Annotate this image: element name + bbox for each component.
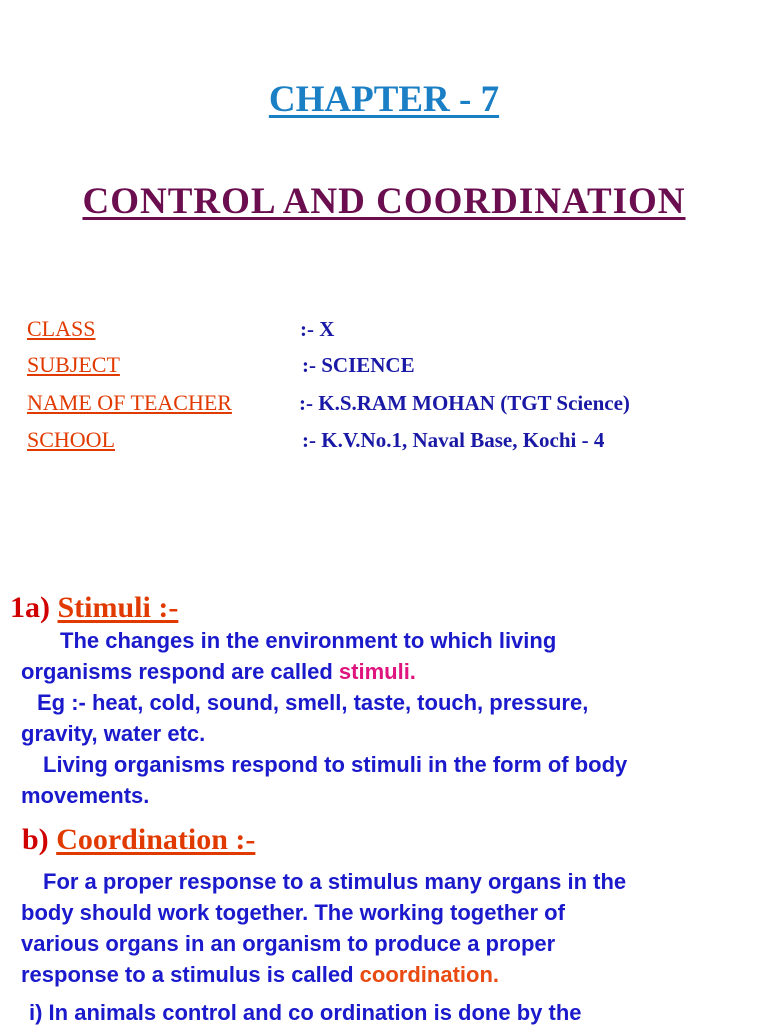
coordination-number: b) [22, 823, 57, 856]
info-label-subject: SUBJECT [27, 352, 120, 377]
stimuli-number: 1a) [10, 591, 58, 624]
stimuli-line-4: gravity, water etc. [21, 721, 206, 746]
stimuli-line-6: movements. [21, 783, 150, 808]
stimuli-line-2 [21, 656, 416, 687]
coordination-line-4-text: response to a stimulus is called [21, 962, 360, 987]
coordination-line-4 [21, 959, 499, 990]
info-value-subject: :- SCIENCE [302, 353, 415, 377]
info-value-teacher: :- K.S.RAM MOHAN (TGT Science) [299, 391, 630, 415]
stimuli-line-2-text: organisms respond are called [21, 659, 339, 684]
coordination-line-2: body should work together. The working together of [21, 900, 565, 925]
stimuli-keyword: stimuli. [338, 659, 416, 684]
stimuli-line-5: Living organisms respond to stimuli in the form of body [43, 752, 628, 777]
info-label-teacher: NAME OF TEACHER [27, 390, 232, 415]
stimuli-line-3: Eg :- heat, cold, sound, smell, taste, touch, pressure, [37, 690, 589, 715]
coordination-keyword: coordination. [359, 962, 499, 987]
coordination-heading-text: Coordination :- [56, 823, 256, 856]
coordination-heading [22, 823, 255, 857]
main-title: CONTROL AND COORDINATION [82, 181, 686, 222]
chapter-title: CHAPTER - 7 [268, 79, 500, 120]
info-value-school: :- K.V.No.1, Naval Base, Kochi - 4 [302, 428, 605, 452]
stimuli-heading-text: Stimuli :- [57, 591, 179, 624]
stimuli-line-1: The changes in the environment to which living [60, 628, 557, 653]
info-label-school: SCHOOL [27, 427, 116, 452]
coordination-line-1: For a proper response to a stimulus many organs in the [43, 869, 627, 894]
coordination-line-5: i) In animals control and co ordination is done by the [29, 1000, 582, 1025]
stimuli-heading [10, 591, 178, 625]
info-label-class: CLASS [27, 316, 96, 341]
coordination-line-3: various organs in an organism to produce a proper [21, 931, 556, 956]
info-value-class: :- X [300, 317, 335, 341]
